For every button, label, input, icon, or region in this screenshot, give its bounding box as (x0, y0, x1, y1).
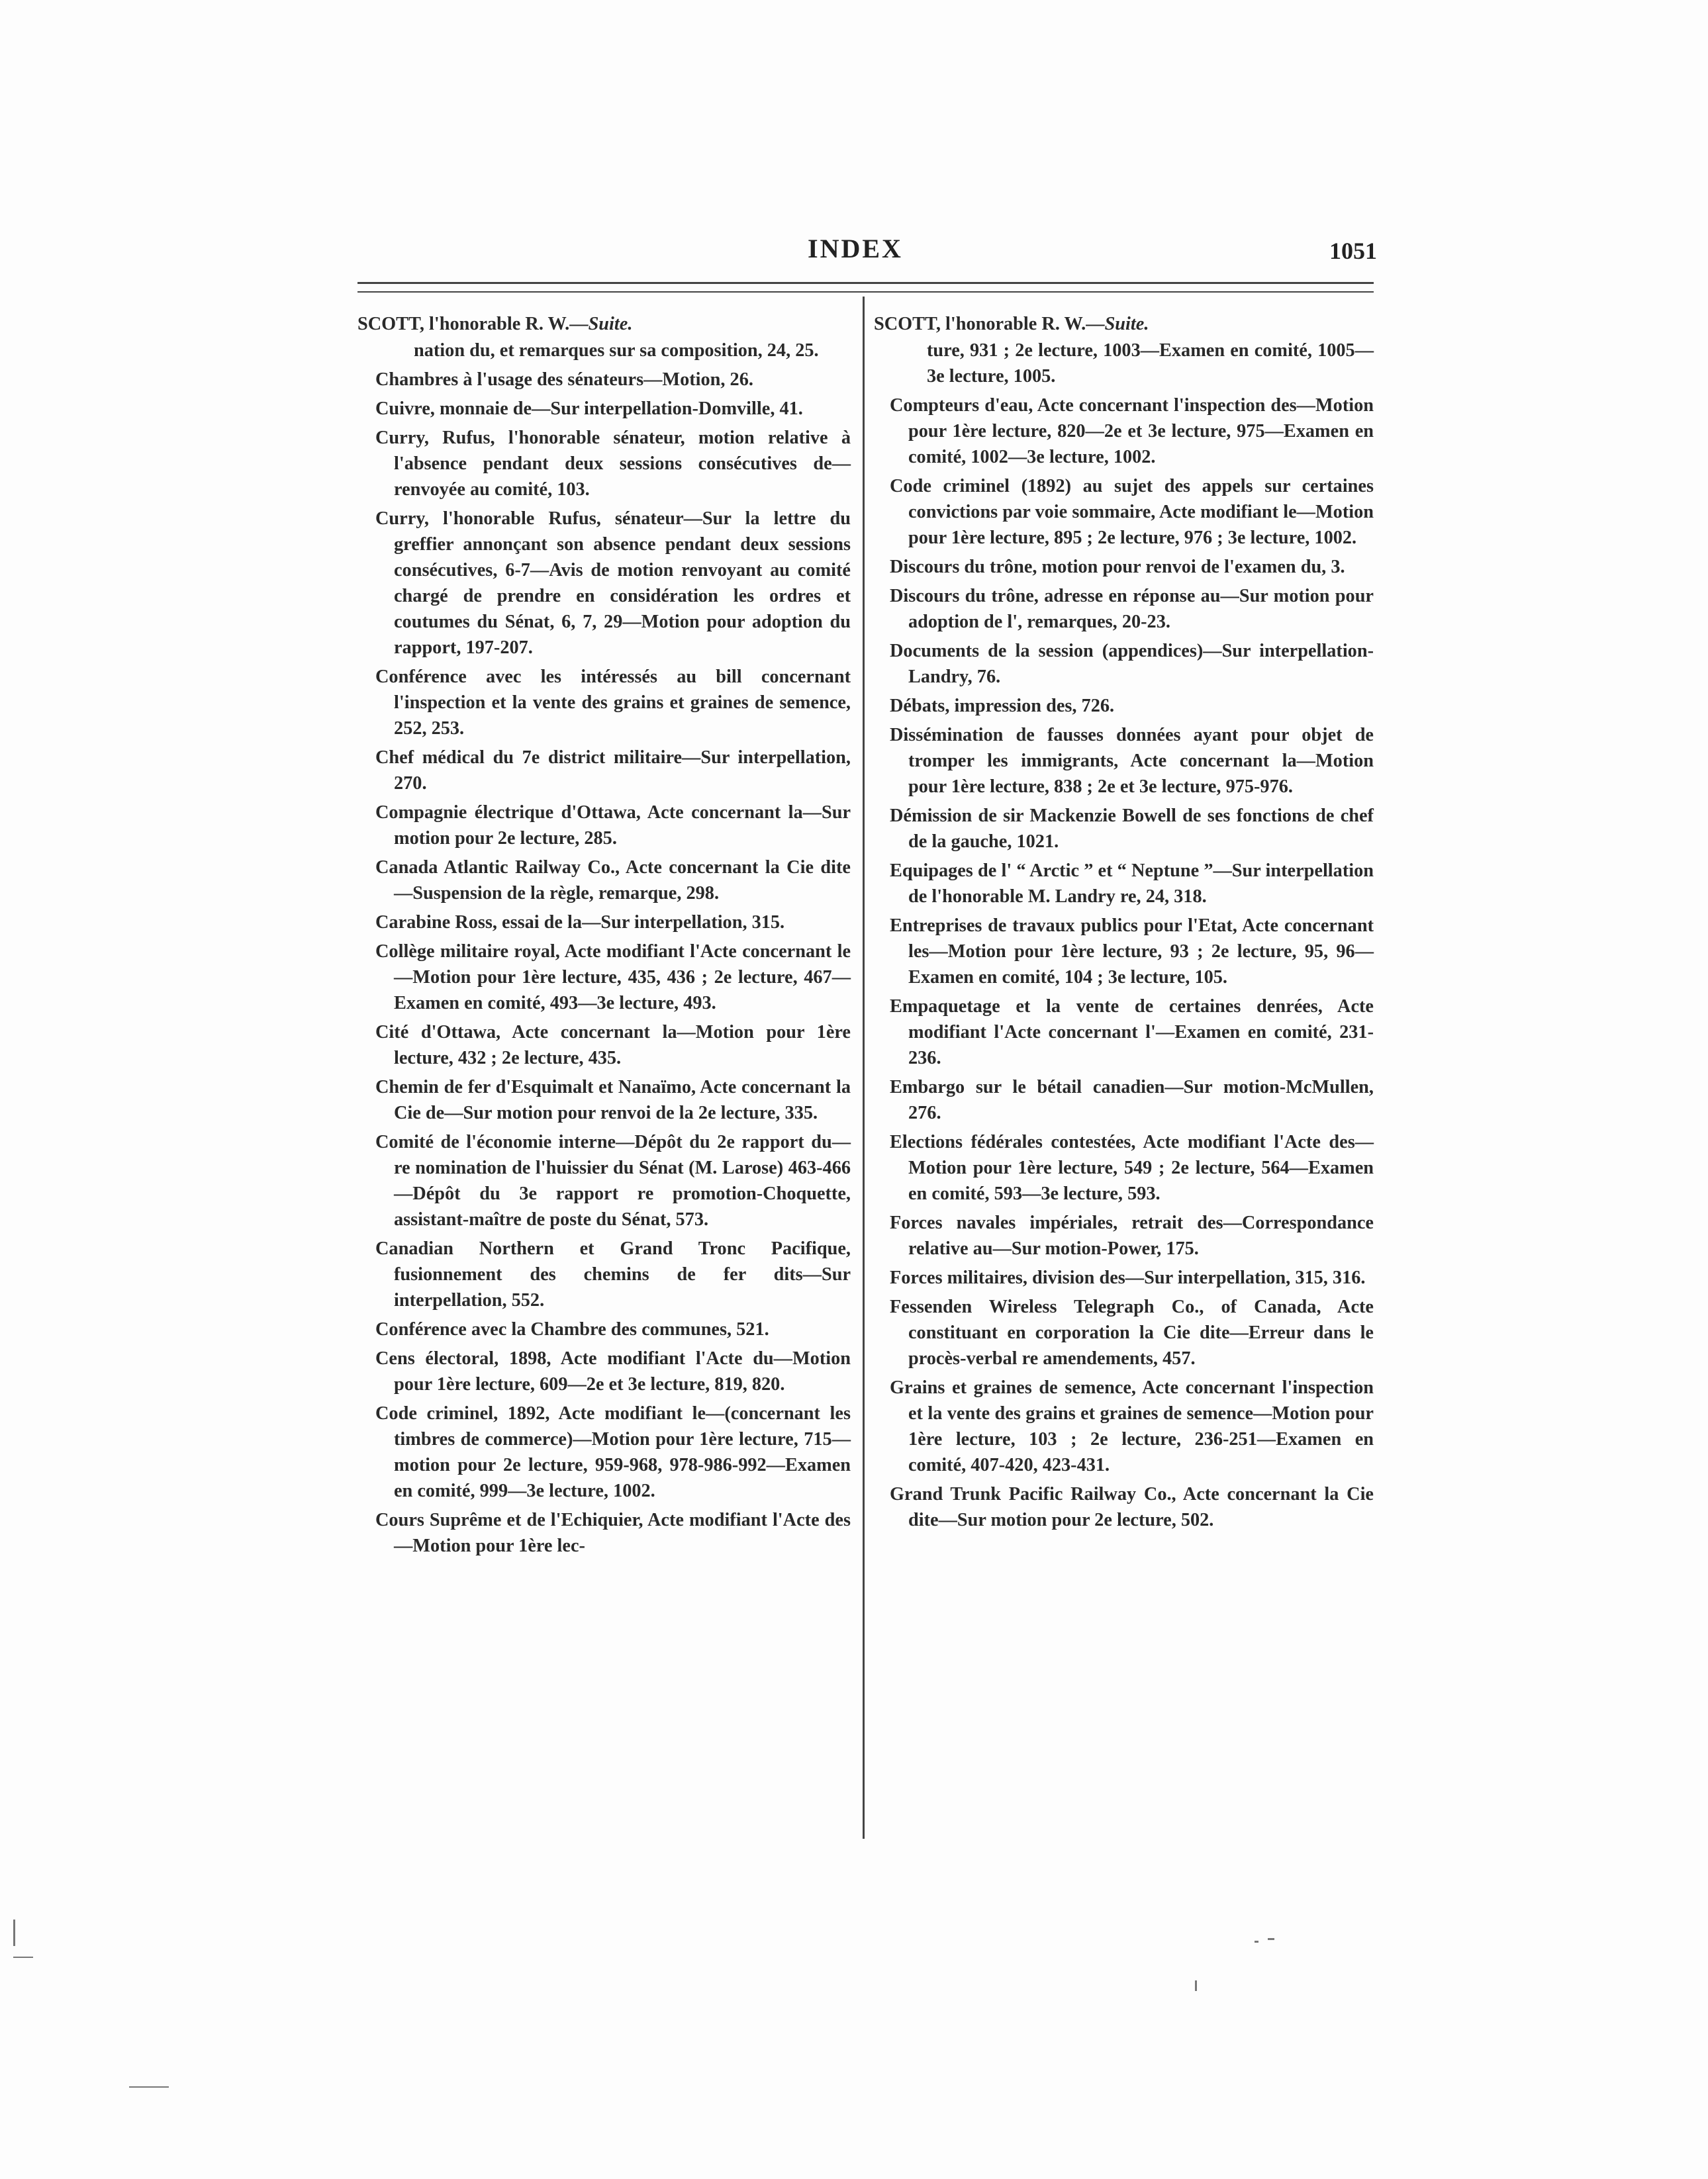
index-entry: Canadian Northern et Grand Tronc Pacifique, fusionnement des chemins de fer dits—Sur interpellation, 552. (375, 1238, 851, 1311)
page-header (357, 233, 1377, 273)
index-entry: Curry, l'honorable Rufus, sénateur—Sur la lettre du greffier annonçant son absence pendant deux sessions consécutives, 6-7—Avis de motion renvoyant au comité chargé de prendre en considération les ordres et coutumes du Sénat, 6, 7, 29—Motion pour adoption du rapport, 197-207. (375, 508, 851, 658)
scan-mark (129, 2086, 169, 2088)
index-entry: Fessenden Wireless Telegraph Co., of Canada, Acte constituant en corporation la Cie dite—Erreur dans le procès-verbal re amendements, 457. (890, 1297, 1374, 1369)
index-entry: Compagnie électrique d'Ottawa, Acte concernant la—Sur motion pour 2e lecture, 285. (375, 802, 851, 849)
left-column (357, 311, 851, 1562)
index-entry: Empaquetage et la vente de certaines denrées, Acte modifiant l'Acte concernant l'—Examen en comité, 231-236. (890, 996, 1374, 1068)
index-entry: Débats, impression des, 726. (890, 696, 1115, 716)
index-entry: ture, 931 ; 2e lecture, 1003—Examen en comité, 1005—3e lecture, 1005. (927, 340, 1374, 387)
index-entry: Conférence avec la Chambre des communes, 521. (375, 1319, 769, 1340)
index-entry: Canada Atlantic Railway Co., Acte concernant la Cie dite—Suspension de la règle, remarque, 298. (375, 857, 851, 904)
index-entry: Entreprises de travaux publics pour l'Etat, Acte concernant les—Motion pour 1ère lecture, 93 ; 2e lecture, 95, 96—Examen en comité, 104 ; 3e lecture, 105. (890, 915, 1374, 988)
index-entry: Compteurs d'eau, Acte concernant l'inspection des—Motion pour 1ère lecture, 820—2e et 3e lecture, 975—Examen en comité, 1002—3e lecture, 1002. (890, 395, 1374, 467)
index-entry: Chambres à l'usage des sénateurs—Motion, 26. (375, 369, 753, 390)
index-entry: Comité de l'économie interne—Dépôt du 2e rapport du—re nomination de l'huissier du Sénat (M. Larose) 463-466—Dépôt du 3e rapport re promotion-Choquette, assistant-maître de poste du Sénat, 573. (375, 1132, 851, 1230)
scan-mark (1268, 1938, 1274, 1940)
right-column (874, 311, 1374, 1536)
scan-mark (13, 1920, 15, 1946)
page-title: INDEX (808, 234, 903, 263)
index-entry: Elections fédérales contestées, Acte modifiant l'Acte des—Motion pour 1ère lecture, 549 ; 2e lecture, 564—Examen en comité, 593—3e lecture, 593. (890, 1132, 1374, 1204)
index-entry: Cuivre, monnaie de—Sur interpellation-Domville, 41. (375, 398, 803, 419)
heading-suffix: Suite. (1104, 314, 1149, 334)
index-entry: Code criminel (1892) au sujet des appels sur certaines convictions par voie sommaire, Acte modifiant le—Motion pour 1ère lecture, 895 ; 2e lecture, 976 ; 3e lecture, 1002. (890, 476, 1374, 548)
index-entry: Equipages de l' “ Arctic ” et “ Neptune ”—Sur interpellation de l'honorable M. Landry re, 24, 318. (890, 860, 1374, 907)
heading-suffix: Suite. (588, 314, 633, 334)
right-column-heading: SCOTT, l'honorable R. W.—Suite. (874, 314, 1149, 334)
index-entry: Grains et graines de semence, Acte concernant l'inspection et la vente des grains et graines de semence—Motion pour 1ère lecture, 103 ; 2e lecture, 236-251—Examen en comité, 407-420, 423-431. (890, 1377, 1374, 1475)
index-entry: Chemin de fer d'Esquimalt et Nanaïmo, Acte concernant la Cie de—Sur motion pour renvoi de la 2e lecture, 335. (375, 1077, 851, 1123)
index-entry: Conférence avec les intéressés au bill concernant l'inspection et la vente des grains et graines de semence, 252, 253. (375, 667, 851, 739)
index-entry: Cité d'Ottawa, Acte concernant la—Motion pour 1ère lecture, 432 ; 2e lecture, 435. (375, 1022, 851, 1068)
index-entry: Grand Trunk Pacific Railway Co., Acte concernant la Cie dite—Sur motion pour 2e lecture, 502. (890, 1484, 1374, 1530)
index-entry: nation du, et remarques sur sa composition, 24, 25. (414, 340, 819, 361)
index-entry: Discours du trône, adresse en réponse au—Sur motion pour adoption de l', remarques, 20-23. (890, 586, 1374, 632)
index-entry: Dissémination de fausses données ayant pour objet de tromper les immigrants, Acte concernant la—Motion pour 1ère lecture, 838 ; 2e et 3e lecture, 975-976. (890, 725, 1374, 797)
index-entry: Documents de la session (appendices)—Sur interpellation-Landry, 76. (890, 641, 1374, 687)
scan-mark (1195, 1980, 1197, 1991)
index-entry: Discours du trône, motion pour renvoi de l'examen du, 3. (890, 557, 1345, 577)
index-entry: Curry, Rufus, l'honorable sénateur, motion relative à l'absence pendant deux sessions consécutives de—renvoyée au comité, 103. (375, 428, 851, 500)
index-entry: Chef médical du 7e district militaire—Sur interpellation, 270. (375, 747, 851, 794)
column-divider (863, 297, 865, 1839)
page-number: 1051 (1329, 238, 1377, 264)
index-entry: Démission de sir Mackenzie Bowell de ses fonctions de chef de la gauche, 1021. (890, 806, 1374, 852)
index-entry: Collège militaire royal, Acte modifiant l'Acte concernant le—Motion pour 1ère lecture, 435, 436 ; 2e lecture, 467—Examen en comité, 493—3e lecture, 493. (375, 941, 851, 1013)
index-entry: Cours Suprême et de l'Echiquier, Acte modifiant l'Acte des—Motion pour 1ère lec- (375, 1510, 851, 1556)
index-entry: Code criminel, 1892, Acte modifiant le—(concernant les timbres de commerce)—Motion pour 1ère lecture, 715—motion pour 2e lecture, 959-968, 978-986-992—Examen en comité, 999—3e lecture, 1002. (375, 1403, 851, 1501)
index-entry: Carabine Ross, essai de la—Sur interpellation, 315. (375, 912, 785, 933)
scan-mark (1255, 1941, 1258, 1943)
left-column-heading: SCOTT, l'honorable R. W.—Suite. (357, 314, 633, 334)
index-entry: Embargo sur le bétail canadien—Sur motion-McMullen, 276. (890, 1077, 1374, 1123)
header-rule-bottom (357, 291, 1374, 293)
index-entry: Cens électoral, 1898, Acte modifiant l'Acte du—Motion pour 1ère lecture, 609—2e et 3e lecture, 819, 820. (375, 1348, 851, 1395)
scan-mark (13, 1957, 33, 1958)
index-entry: Forces militaires, division des—Sur interpellation, 315, 316. (890, 1268, 1366, 1288)
index-entry: Forces navales impériales, retrait des—Correspondance relative au—Sur motion-Power, 175. (890, 1213, 1374, 1259)
header-rule-top (357, 282, 1374, 284)
